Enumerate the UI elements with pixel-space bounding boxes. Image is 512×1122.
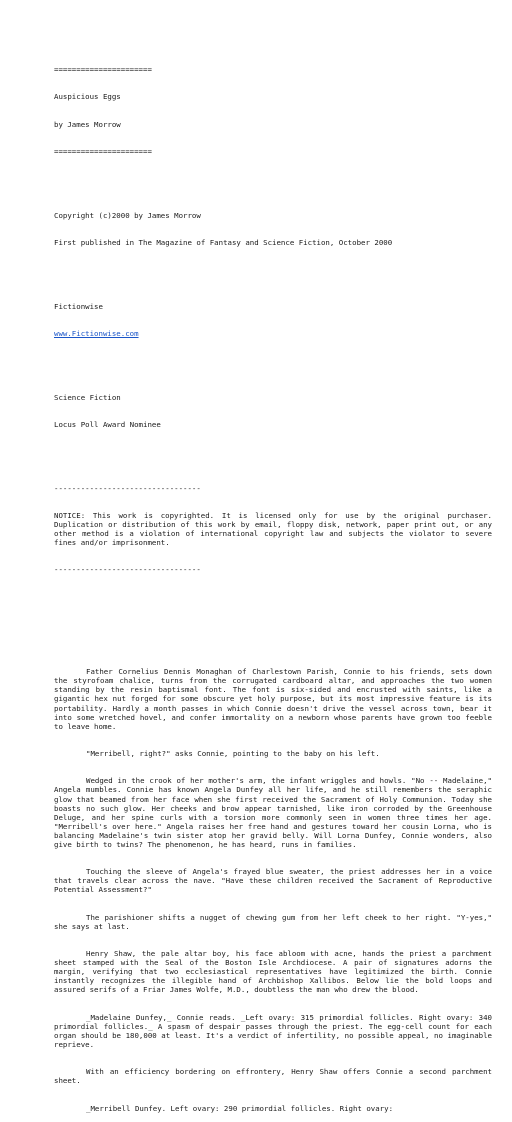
body-paragraph: Wedged in the crook of her mother's arm, the infant wriggles and howls. "No -- Madelaine," Angela mumbles. Connie has known Angela Dunfey all her life, and he still remembers the seraphic glow that beamed from her face when she first received the Sacrament of Holy Communion. Today she boasts no such glow. Her cheeks and brow appear tarnished, like iron corroded by the Greenhouse Deluge, and her spine curls with a torsion more commonly seen in women three times her age. "Merribell's over here." Angela raises her free hand and gestures toward her cousin Lorna, who is balancing Madelaine's twin sister atop her gravid belly. Will Lorna Dunfey, Connie wonders, also give birth to twins? The phenomenon, he has heard, runs in families. — [54, 776, 497, 849]
body-paragraph: Father Cornelius Dennis Monaghan of Charlestown Parish, Connie to his friends, sets down the styrofoam chalice, turns from the corrugated cardboard altar, and approaches the two women standing by the resin baptismal font. The font is six-sided and encrusted with saints, like a gigantic hex nut forged for some obscure yet holy purpose, but its most impressive feature is its portability. Hardly a month passes in which Connie doesn't drive the vessel across town, bear it into some wretched hovel, and confer immortality on a newborn whose parents have grown too feeble to leave home. — [54, 667, 497, 731]
publisher-link[interactable]: www.Fictionwise.com — [54, 328, 139, 338]
spacer — [54, 265, 492, 274]
spacer — [54, 174, 492, 183]
spacer — [54, 593, 492, 613]
spacer — [54, 356, 492, 365]
spacer — [54, 631, 492, 640]
publisher-name: Fictionwise — [54, 301, 103, 311]
body-paragraph: The parishioner shifts a nugget of chewing gum from her left cheek to her right. "Y-yes," she says at last. — [54, 912, 497, 931]
body-paragraph: Henry Shaw, the pale altar boy, his face abloom with acne, hands the priest a parchment sheet stamped with the Seal of the Boston Isle Archdiocese. A pair of signatures adorns the margin, verifying that two ecclesiastical representatives have legitimized the birth. Connie instantly recognizes the illegible hand of Archbishop Xallibos. Below lie the bold loops and assured serifs of a Friar James Wolfe, M.D., doubtless the man who drew the blood. — [54, 949, 497, 995]
notice-rule-bottom: --------------------------------- — [54, 565, 201, 575]
body-paragraph: _Merribell Dunfey. Left ovary: 290 primordial follicles. Right ovary: — [86, 1103, 394, 1113]
award-line: Locus Poll Award Nominee — [54, 419, 161, 429]
header-rule-bottom: ====================== — [54, 147, 152, 157]
spacer — [54, 447, 492, 456]
first-published-line: First published in The Magazine of Fantasy and Science Fiction, October 2000 — [54, 237, 393, 247]
body-paragraph: With an efficiency bordering on effrontery, Henry Shaw offers Connie a second parchment sheet. — [54, 1067, 497, 1086]
copyright-line: Copyright (c)2000 by James Morrow — [54, 210, 201, 220]
story-title: Auspicious Eggs — [54, 92, 121, 102]
header-rule-top: ====================== — [54, 65, 152, 75]
body-paragraph: "Merribell, right?" asks Connie, pointing to the baby on his left. — [86, 749, 380, 759]
genre-category: Science Fiction — [54, 392, 121, 402]
body-paragraph: Touching the sleeve of Angela's frayed blue sweater, the priest addresses her in a voice that travels clear across the nave. "Have these children received the Sacrament of Reproductive Potential Assessment?" — [54, 867, 497, 895]
copyright-notice: NOTICE: This work is copyrighted. It is licensed only for use by the original purchaser. Duplication or distribution of this work by email, floppy disk, network, paper print out, or any other method is a violation of international copyright law and subjects the violator to severe fines and/or imprisonment. — [54, 510, 497, 548]
story-byline: by James Morrow — [54, 119, 121, 129]
body-paragraph: _Madelaine Dunfey,_ Connie reads. _Left ovary: 315 primordial follicles. Right ovary: 340 primordial follicles._ A spasm of despair passes through the priest. The egg-cell count for each organ should be 180,000 at least. It's a verdict of infertility, no possible appeal, no imaginable reprieve. — [54, 1012, 497, 1050]
notice-rule-top: --------------------------------- — [54, 483, 201, 493]
